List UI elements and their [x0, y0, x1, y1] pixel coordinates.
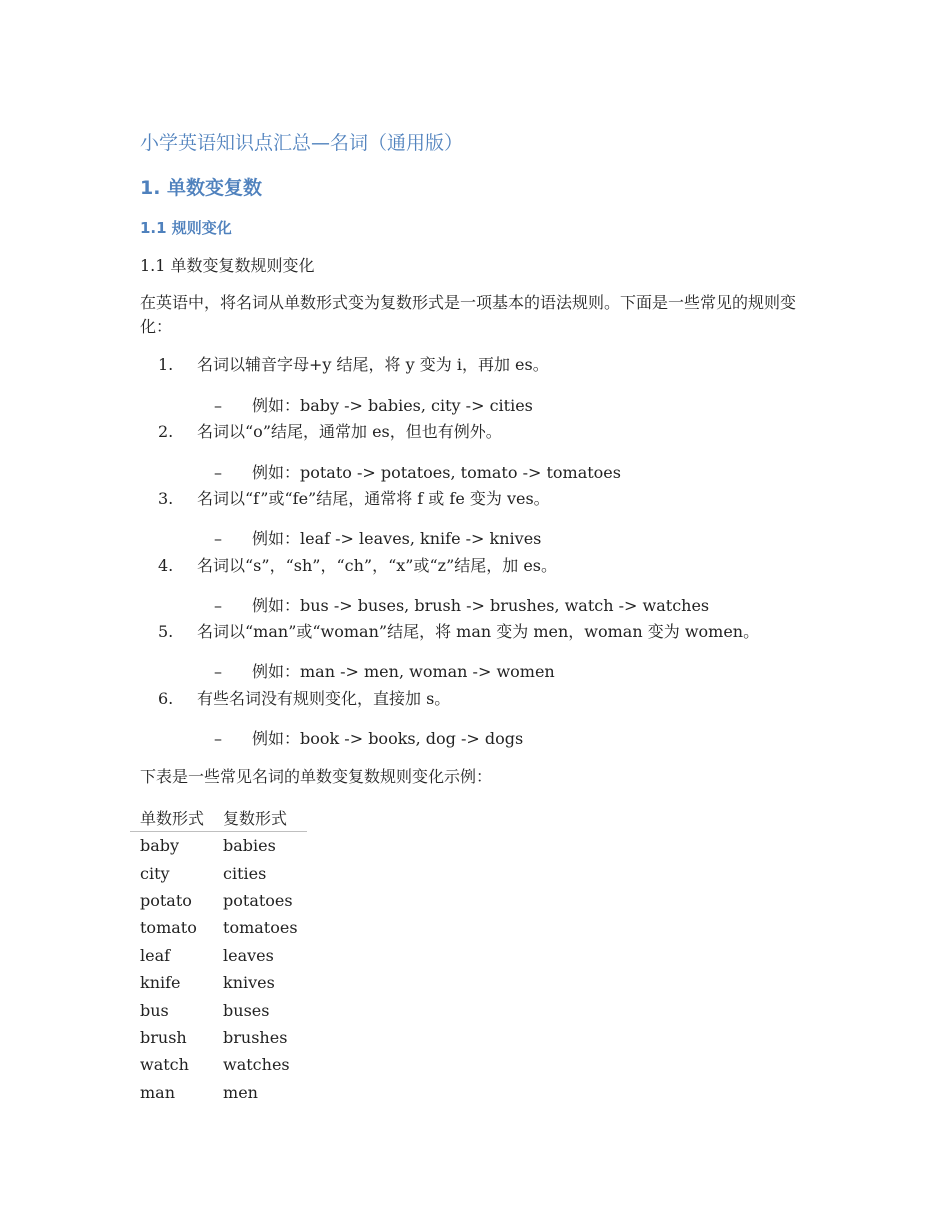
dash-bullet: –: [214, 729, 222, 748]
rule-text: 名词以“man”或“woman”结尾，将 man 变为 men，woman 变为 women。: [197, 622, 760, 641]
cell-plural: buses: [223, 1000, 270, 1020]
cell-singular: baby: [140, 836, 180, 856]
section-heading: 1. 单数变复数: [140, 177, 263, 199]
dash-bullet: –: [214, 463, 222, 482]
list-number: 6.: [158, 689, 174, 708]
cell-singular: watch: [140, 1055, 189, 1075]
cell-singular: tomato: [140, 918, 197, 938]
cell-singular: potato: [140, 890, 192, 910]
rule-text: 名词以“f”或“fe”结尾，通常将 f 或 fe 变为 ves。: [197, 489, 550, 508]
subsection-heading: 1.1 规则变化: [140, 219, 232, 237]
rule-text: 有些名词没有规则变化，直接加 s。: [197, 689, 451, 708]
cell-singular: brush: [140, 1027, 187, 1047]
list-number: 3.: [158, 489, 174, 508]
cell-plural: cities: [223, 863, 267, 883]
dash-bullet: –: [214, 596, 222, 615]
rule-text: 名词以辅音字母+y 结尾，将 y 变为 i，再加 es。: [197, 355, 549, 374]
dash-bullet: –: [214, 396, 222, 415]
cell-singular: bus: [140, 1000, 169, 1020]
example-text: 例如：baby -> babies, city -> cities: [252, 396, 533, 415]
example-text: 例如：book -> books, dog -> dogs: [252, 729, 524, 748]
example-text: 例如：man -> men, woman -> women: [252, 662, 555, 681]
plural-table: [130, 804, 307, 1106]
cell-plural: leaves: [223, 945, 274, 965]
cell-plural: tomatoes: [223, 918, 298, 938]
header-plural: 复数形式: [213, 804, 307, 832]
cell-plural: watches: [223, 1055, 290, 1075]
list-number: 4.: [158, 556, 174, 575]
intro-paragraph: 在英语中，将名词从单数形式变为复数形式是一项基本的语法规则。下面是一些常见的规则变化：: [140, 293, 797, 336]
list-number: 1.: [158, 355, 174, 374]
subtitle-paragraph: 1.1 单数变复数规则变化: [140, 256, 315, 275]
list-number: 2.: [158, 422, 174, 441]
cell-singular: man: [140, 1082, 176, 1102]
rule-text: 名词以“s”，“sh”，“ch”，“x”或“z”结尾，加 es。: [197, 556, 558, 575]
table-row: [130, 832, 307, 860]
table-row: [130, 1051, 307, 1078]
table-row: [130, 887, 307, 914]
table-row: [130, 1024, 307, 1051]
cell-plural: babies: [223, 836, 276, 856]
example-text: 例如：leaf -> leaves, knife -> knives: [252, 529, 542, 548]
cell-plural: men: [223, 1082, 258, 1102]
table-row: [130, 969, 307, 996]
table-row: [130, 996, 307, 1023]
table-row: [130, 1079, 307, 1106]
cell-plural: knives: [223, 973, 275, 993]
list-number: 5.: [158, 622, 174, 641]
table-row: [130, 859, 307, 886]
cell-singular: knife: [140, 973, 181, 993]
table-row: [130, 942, 307, 969]
header-singular: 单数形式: [130, 804, 213, 832]
dash-bullet: –: [214, 529, 222, 548]
table-header-row: [130, 804, 307, 832]
dash-bullet: –: [214, 662, 222, 681]
cell-singular: leaf: [140, 945, 171, 965]
example-text: 例如：bus -> buses, brush -> brushes, watch -> watches: [252, 596, 710, 615]
document-title: 小学英语知识点汇总—名词（通用版）: [140, 132, 464, 154]
cell-singular: city: [140, 863, 170, 883]
example-text: 例如：potato -> potatoes, tomato -> tomatoes: [252, 463, 621, 482]
table-row: [130, 914, 307, 941]
table-intro-paragraph: 下表是一些常见名词的单数变复数规则变化示例：: [140, 767, 493, 786]
cell-plural: brushes: [223, 1027, 288, 1047]
rule-text: 名词以“o”结尾，通常加 es，但也有例外。: [197, 422, 502, 441]
cell-plural: potatoes: [223, 890, 293, 910]
